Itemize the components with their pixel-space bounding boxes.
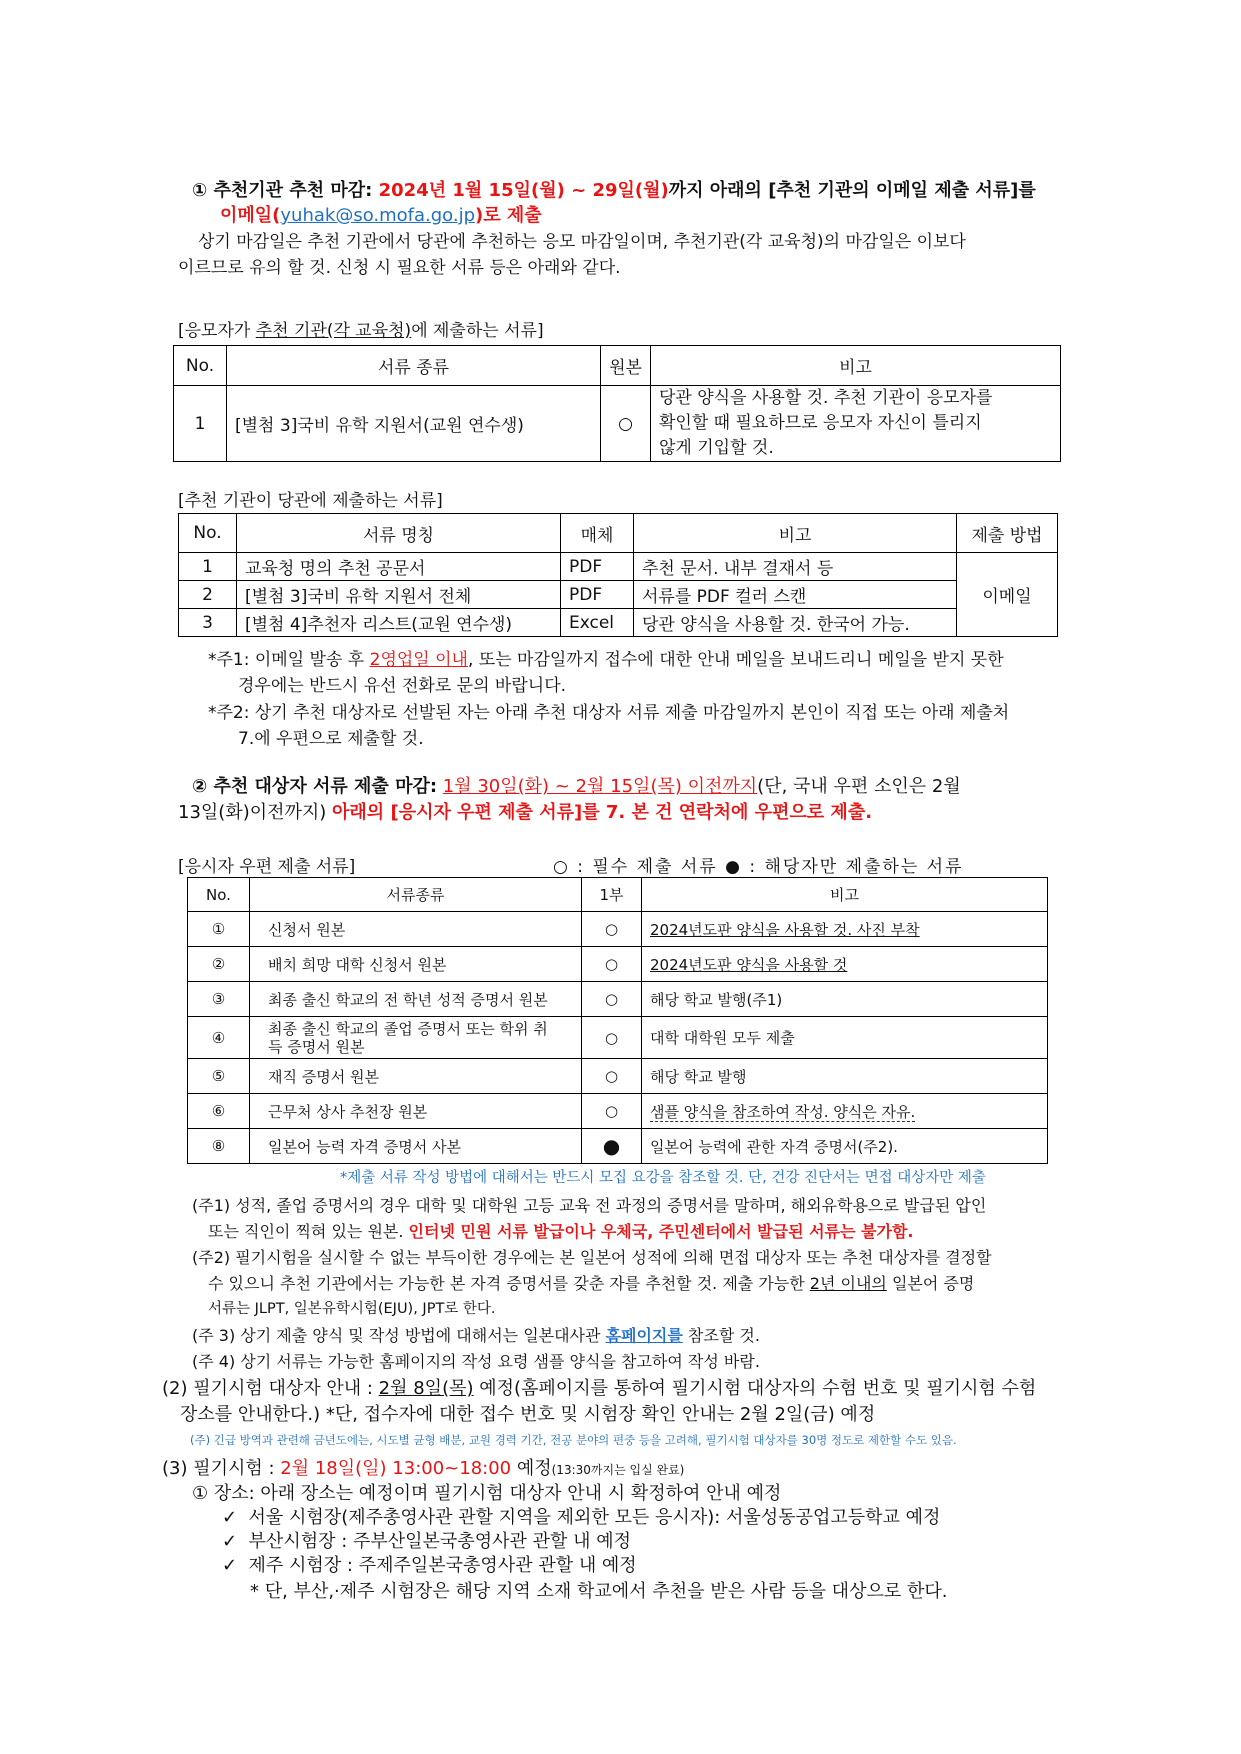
table3-cell-no: ② xyxy=(188,947,250,982)
table2-cell-no: 2 xyxy=(179,581,237,609)
note-3 xyxy=(192,1323,760,1346)
sec2-deadline: 1월 30일(화) ~ 2월 15일(목) 이전까지 xyxy=(442,776,758,797)
table3-cell-doc: 일본어 능력 자격 증명서 사본 xyxy=(250,1129,582,1164)
table3-cell-note: 해당 학교 발행(주1) xyxy=(642,982,1048,1017)
table2-header-name: 서류 명칭 xyxy=(237,514,561,553)
sec2-heading-label: ② 추천 대상자 서류 제출 마감: xyxy=(192,776,438,797)
table3-cell-note: 2024년도판 양식을 사용할 것. 사진 부착 xyxy=(642,912,1048,947)
sec1-heading-mid: 까지 아래의 [추천 기관의 이메일 제출 서류]를 xyxy=(668,180,1036,201)
table2-title: [추천 기관이 당관에 제출하는 서류] xyxy=(178,491,443,511)
table2 xyxy=(178,513,1058,637)
table1-header-orig: 원본 xyxy=(601,346,651,386)
table3-cell-mark: ○ xyxy=(582,982,642,1017)
table1-note-line3: 않게 기입할 것. xyxy=(659,438,774,458)
note-1-line2 xyxy=(208,1219,914,1242)
table3-note-dotted: 샘플 양식을 참조하여 작성. 양식은 자유. xyxy=(650,1102,916,1121)
note-3-suffix: 참조할 것. xyxy=(682,1326,760,1345)
note1-suffix: , 또는 마감일까지 접수에 대한 안내 메일을 보내드리니 메일을 받지 못한 xyxy=(467,650,1004,670)
table3-header-doc: 서류종류 xyxy=(250,878,582,912)
table1-title xyxy=(178,316,544,341)
note-1-line2-prefix: 또는 직인이 찍혀 있는 원본. xyxy=(208,1222,409,1241)
table1-note-line1: 당관 양식을 사용할 것. 추천 기관이 응모자를 xyxy=(659,388,993,408)
sec1-email-prefix: 이메일( xyxy=(220,205,281,226)
table3-cell-no: ③ xyxy=(188,982,250,1017)
table1-cell-orig: ○ xyxy=(601,386,651,462)
sec1-heading xyxy=(192,176,1036,202)
list-item xyxy=(222,1527,631,1553)
sec3-line1-suffix: 예정(홈페이지를 통하여 필기시험 대상자의 수험 번호 및 필기시험 수험 xyxy=(473,1378,1037,1399)
sec2-heading-post: (단, 국내 우편 소인은 2월 xyxy=(757,776,961,797)
table-row xyxy=(174,386,1061,462)
sec4-line1-suffix: 예정 xyxy=(511,1458,552,1479)
table1-header-note: 비고 xyxy=(651,346,1061,386)
table3-cell-doc: 신청서 원본 xyxy=(250,912,582,947)
table3-cell-mark: ○ xyxy=(582,1017,642,1059)
table3-cell-no: ④ xyxy=(188,1017,250,1059)
note1-highlight: 2영업일 이내 xyxy=(369,650,468,670)
note-1-line1: (주1) 성적, 졸업 증명서의 경우 대학 및 대학원 고등 교육 전 과정의 증명서를 말하며, 해외유학용으로 발급된 압인 xyxy=(192,1196,987,1215)
table2-note1-line2: 경우에는 반드시 유선 전화로 문의 바랍니다. xyxy=(238,676,567,696)
table3-legend: ○ : 필수 제출 서류 ● : 해당자만 제출하는 서류 xyxy=(553,857,964,877)
table3-cell-note: 일본어 능력에 관한 자격 증명서(주2). xyxy=(642,1129,1048,1164)
table2-header-media: 매체 xyxy=(561,514,634,553)
check-icon: ✓ xyxy=(222,1531,238,1552)
exam-site-jeju: 제주 시험장 : 주제주일본국총영사관 관할 내 예정 xyxy=(248,1555,637,1576)
table2-cell-name: [별첨 4]추천자 리스트(교원 연수생) xyxy=(237,609,561,637)
table3-cell-no: ⑥ xyxy=(188,1094,250,1129)
sec3-line1-prefix: (2) 필기시험 대상자 안내 : xyxy=(162,1378,379,1399)
sec1-deadline: 2024년 1월 15일(월) ~ 29일(월) xyxy=(378,180,669,201)
table2-header-note: 비고 xyxy=(634,514,957,553)
table3-cell-mark: ● xyxy=(582,1129,642,1164)
table2-cell-method: 이메일 xyxy=(957,553,1058,637)
sec2-heading xyxy=(192,772,961,798)
table2-cell-no: 1 xyxy=(179,553,237,581)
sec1-email-suffix: )로 제출 xyxy=(475,205,542,226)
table2-cell-media: PDF xyxy=(561,553,634,581)
sec4-place: ① 장소: 아래 장소는 예정이며 필기시험 대상자 안내 시 확정하여 안내 예정 xyxy=(192,1483,782,1504)
table1-header-doc: 서류 종류 xyxy=(227,346,601,386)
table2-note2-line1: *주2: 상기 추천 대상자로 선발된 자는 아래 추천 대상자 서류 제출 마감일까지 본인이 직접 또는 아래 제출처 xyxy=(208,703,1010,723)
note-2-line2 xyxy=(208,1271,974,1294)
table3 xyxy=(187,877,1048,1164)
exam-site-busan: 부산시험장 : 주부산일본국총영사관 관할 내 예정 xyxy=(248,1531,631,1552)
sec3-line2: 장소를 안내한다.) *단, 접수자에 대한 접수 번호 및 시험장 확인 안내는 2월 2일(금) 예정 xyxy=(180,1404,876,1425)
table-row xyxy=(188,982,1048,1017)
table-row xyxy=(179,581,1058,609)
table1-cell-note xyxy=(651,386,1061,462)
table3-header-note: 비고 xyxy=(642,878,1048,912)
table2-cell-note: 서류를 PDF 컬러 스캔 xyxy=(634,581,957,609)
note-2-line2-prefix: 수 있으니 추천 기관에서는 가능한 본 자격 증명서를 갖춘 자를 추천할 것. 제출 가능한 xyxy=(208,1274,810,1293)
table2-cell-name: 교육청 명의 추천 공문서 xyxy=(237,553,561,581)
email-link[interactable]: yuhak@so.mofa.go.jp xyxy=(280,205,476,226)
exam-site-seoul: 서울 시험장(제주총영사관 관할 지역을 제외한 모든 응시자): 서울성동공업고등학교 예정 xyxy=(248,1507,941,1528)
check-icon: ✓ xyxy=(222,1555,238,1576)
sec4-line1-prefix: (3) 필기시험 : xyxy=(162,1458,281,1479)
table3-cell-note: 대학 대학원 모두 제출 xyxy=(642,1017,1048,1059)
sec4-line1 xyxy=(162,1454,684,1480)
table3-cell-no: ① xyxy=(188,912,250,947)
table2-cell-name: [별첨 3]국비 유학 지원서 전체 xyxy=(237,581,561,609)
table-row xyxy=(188,912,1048,947)
table2-cell-media: Excel xyxy=(561,609,634,637)
sec2-line2-prefix: 13일(화)이전까지) xyxy=(178,802,333,823)
table2-cell-media: PDF xyxy=(561,581,634,609)
list-item xyxy=(222,1503,940,1529)
table3-cell-mark: ○ xyxy=(582,1059,642,1094)
table2-note1 xyxy=(208,645,1004,670)
table1-note-line2: 확인할 때 필요하므로 응모자 자신이 틀리지 xyxy=(659,413,982,433)
sec3-date: 2월 8일(목) xyxy=(378,1378,474,1399)
check-icon: ✓ xyxy=(222,1507,238,1528)
note-3-prefix: (주 3) 상기 제출 양식 및 작성 방법에 대해서는 일본대사관 xyxy=(192,1326,606,1345)
table3-title: [응시자 우편 제출 서류] xyxy=(178,857,356,877)
list-item xyxy=(222,1551,637,1577)
note1-prefix: *주1: 이메일 발송 후 xyxy=(208,650,370,670)
note-2-underlined: 2년 이내의 xyxy=(809,1274,887,1293)
sec3-line1 xyxy=(162,1374,1036,1400)
table1-title-b: 에 제출하는 서류] xyxy=(411,321,544,341)
table3-cell-mark: ○ xyxy=(582,947,642,982)
table1-title-underlined: 추천 기관(각 교육청) xyxy=(255,321,412,341)
table3-cell-doc: 배치 희망 대학 신청서 원본 xyxy=(250,947,582,982)
table3-cell-doc: 재직 증명서 원본 xyxy=(250,1059,582,1094)
table1-header-no: No. xyxy=(174,346,227,386)
table-row xyxy=(188,1059,1048,1094)
table3-header-mark: 1부 xyxy=(582,878,642,912)
table3-cell-mark: ○ xyxy=(582,1094,642,1129)
sec3-blue-note: (주) 긴급 방역과 관련해 금년도에는, 시도별 균형 배분, 교원 경력 기간, 전공 분야의 편중 등을 고려해, 필기시험 대상자를 30명 정도로 제한할 수도 있음. xyxy=(190,1433,957,1447)
table2-cell-note: 추천 문서. 내부 결재서 등 xyxy=(634,553,957,581)
table1-title-a: [응모자가 xyxy=(178,321,256,341)
table2-header-method: 제출 방법 xyxy=(957,514,1058,553)
table-row xyxy=(188,1129,1048,1164)
table2-header-no: No. xyxy=(179,514,237,553)
table-row xyxy=(188,947,1048,982)
sec1-heading-label: ① 추천기관 추천 마감: xyxy=(192,180,373,201)
table2-cell-note: 당관 양식을 사용할 것. 한국어 가능. xyxy=(634,609,957,637)
sec2-line2-highlight: 아래의 [응시자 우편 제출 서류]를 7. 본 건 연락처에 우편으로 제출. xyxy=(332,802,873,823)
sec4-exam-time: 2월 18일(일) 13:00~18:00 xyxy=(280,1458,512,1479)
table1-cell-doc: [별첨 3]국비 유학 지원서(교원 연수생) xyxy=(227,386,601,462)
table3-cell-note: 2024년도판 양식을 사용할 것 xyxy=(642,947,1048,982)
note-2-line1: (주2) 필기시험을 실시할 수 없는 부득이한 경우에는 본 일본어 성적에 의해 면접 대상자 또는 추천 대상자를 결정할 xyxy=(192,1248,992,1267)
table2-cell-no: 3 xyxy=(179,609,237,637)
table-row xyxy=(188,1017,1048,1059)
table-row xyxy=(179,553,1058,581)
table-row xyxy=(179,609,1058,637)
table1 xyxy=(173,345,1061,462)
sec4-checkin-note: (13:30까지는 입실 완료) xyxy=(551,1463,685,1477)
sec4-final-note: * 단, 부산,·제주 시험장은 해당 지역 소재 학교에서 추천을 받은 사람 등을 대상으로 한다. xyxy=(250,1581,948,1602)
table3-cell-mark: ○ xyxy=(582,912,642,947)
table2-note2-line2: 7.에 우편으로 제출할 것. xyxy=(238,729,424,749)
table-row xyxy=(188,1094,1048,1129)
table3-cell-doc: 근무처 상사 추천장 원본 xyxy=(250,1094,582,1129)
sec1-heading-line2 xyxy=(220,201,542,227)
note-2-line2-suffix: 일본어 증명 xyxy=(886,1274,975,1293)
note-1-highlight: 인터넷 민원 서류 발급이나 우체국, 주민센터에서 발급된 서류는 불가함. xyxy=(408,1222,914,1241)
sec1-para-line1: 상기 마감일은 추천 기관에서 당관에 추천하는 응모 마감일이며, 추천기관(각 교육청)의 마감일은 이보다 xyxy=(198,232,966,252)
table3-cell-note xyxy=(642,1094,1048,1129)
table3-cell-doc: 최종 출신 학교의 졸업 증명서 또는 학위 취득 증명서 원본 xyxy=(250,1017,582,1059)
table3-header-no: No. xyxy=(188,878,250,912)
table1-cell-no: 1 xyxy=(174,386,227,462)
table3-footnote: *제출 서류 작성 방법에 대해서는 반드시 모집 요강을 참조할 것. 단, 건강 진단서는 면접 대상자만 제출 xyxy=(340,1170,986,1186)
sec2-line2 xyxy=(178,798,872,824)
note-4: (주 4) 상기 서류는 가능한 홈페이지의 작성 요령 샘플 양식을 참고하여 작성 바람. xyxy=(192,1352,760,1371)
table3-cell-no: ⑤ xyxy=(188,1059,250,1094)
note-2-line3: 서류는 JLPT, 일본유학시험(EJU), JPT로 한다. xyxy=(208,1301,496,1317)
table3-cell-doc: 최종 출신 학교의 전 학년 성적 증명서 원본 xyxy=(250,982,582,1017)
table3-cell-no: ⑧ xyxy=(188,1129,250,1164)
sec1-para-line2: 이르므로 유의 할 것. 신청 시 필요한 서류 등은 아래와 같다. xyxy=(178,258,621,278)
table3-cell-note: 해당 학교 발행 xyxy=(642,1059,1048,1094)
homepage-link[interactable]: 홈페이지를 xyxy=(605,1326,683,1345)
